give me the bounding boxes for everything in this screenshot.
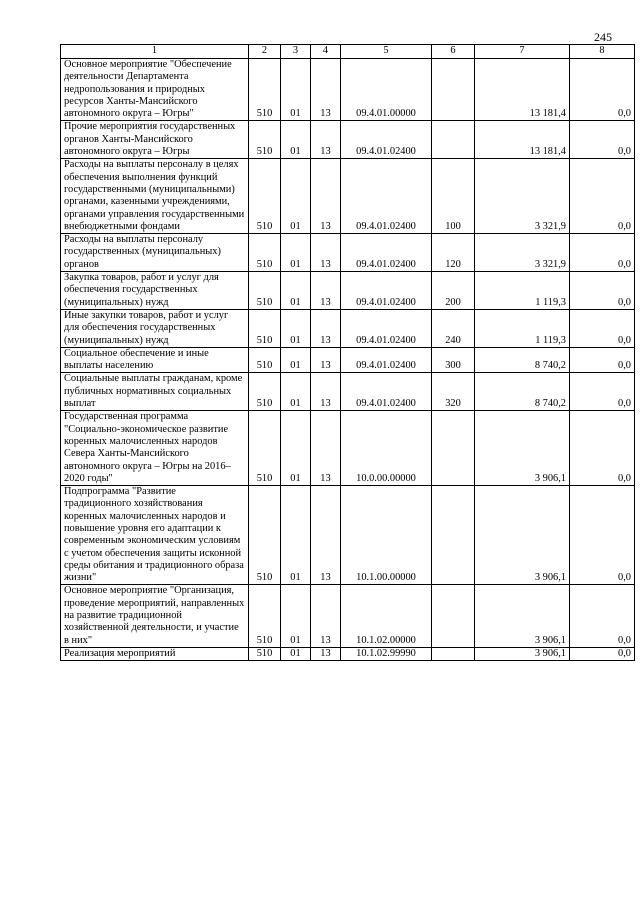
- cell-subsection-code: 13: [311, 121, 341, 159]
- cell-subsection-code: 13: [311, 159, 341, 234]
- table-row: [61, 234, 635, 272]
- cell-section-code: 01: [281, 121, 311, 159]
- cell-ministry-code: 510: [249, 585, 281, 647]
- cell-ministry-code: 510: [249, 272, 281, 310]
- cell-amount-subventions: 0,0: [570, 59, 635, 121]
- budget-table: [60, 44, 635, 661]
- cell-target-article: 09.4.01.02400: [341, 347, 432, 373]
- cell-name: Реализация мероприятий: [61, 647, 249, 660]
- cell-amount: 8 740,2: [475, 347, 570, 373]
- column-header: 6: [432, 45, 475, 59]
- cell-target-article: 10.1.02.00000: [341, 585, 432, 647]
- cell-amount: 3 321,9: [475, 234, 570, 272]
- cell-section-code: 01: [281, 234, 311, 272]
- cell-amount-subventions: 0,0: [570, 234, 635, 272]
- cell-name: Иные закупки товаров, работ и услуг для обеспечения государственных (муниципальных) нужд: [61, 309, 249, 347]
- cell-name: Социальное обеспечение и иные выплаты населению: [61, 347, 249, 373]
- cell-subsection-code: 13: [311, 309, 341, 347]
- cell-subsection-code: 13: [311, 647, 341, 660]
- cell-ministry-code: 510: [249, 373, 281, 411]
- cell-section-code: 01: [281, 309, 311, 347]
- cell-amount-subventions: 0,0: [570, 373, 635, 411]
- cell-section-code: 01: [281, 647, 311, 660]
- cell-amount: 13 181,4: [475, 59, 570, 121]
- cell-expense-type: [432, 486, 475, 585]
- cell-expense-type: [432, 411, 475, 486]
- cell-expense-type: 120: [432, 234, 475, 272]
- cell-amount: 3 906,1: [475, 411, 570, 486]
- column-header: 8: [570, 45, 635, 59]
- cell-amount-subventions: 0,0: [570, 411, 635, 486]
- cell-amount: 1 119,3: [475, 309, 570, 347]
- cell-section-code: 01: [281, 347, 311, 373]
- cell-amount: 8 740,2: [475, 373, 570, 411]
- column-header: 5: [341, 45, 432, 59]
- cell-section-code: 01: [281, 411, 311, 486]
- cell-name: Социальные выплаты гражданам, кроме публичных нормативных социальных выплат: [61, 373, 249, 411]
- cell-subsection-code: 13: [311, 59, 341, 121]
- column-header: 7: [475, 45, 570, 59]
- cell-amount: 13 181,4: [475, 121, 570, 159]
- cell-ministry-code: 510: [249, 159, 281, 234]
- cell-name: Подпрограмма "Развитие традиционного хозяйствования коренных малочисленных народов и повышение уровня его адаптации к современным экономическим условиям с учетом обеспечения защиты исконной среды обитания и традиционного образа жизни": [61, 486, 249, 585]
- page-number: 245: [594, 30, 612, 44]
- cell-amount: 1 119,3: [475, 272, 570, 310]
- cell-amount-subventions: 0,0: [570, 309, 635, 347]
- cell-ministry-code: 510: [249, 59, 281, 121]
- cell-ministry-code: 510: [249, 309, 281, 347]
- cell-target-article: 10.1.00.00000: [341, 486, 432, 585]
- cell-subsection-code: 13: [311, 234, 341, 272]
- cell-expense-type: [432, 59, 475, 121]
- column-header: 3: [281, 45, 311, 59]
- cell-target-article: 10.1.02.99990: [341, 647, 432, 660]
- cell-section-code: 01: [281, 585, 311, 647]
- cell-expense-type: [432, 121, 475, 159]
- table-row: [61, 159, 635, 234]
- table-row: [61, 59, 635, 121]
- cell-expense-type: [432, 647, 475, 660]
- cell-amount-subventions: 0,0: [570, 347, 635, 373]
- cell-section-code: 01: [281, 159, 311, 234]
- table-row: [61, 585, 635, 647]
- column-header: 1: [61, 45, 249, 59]
- cell-ministry-code: 510: [249, 647, 281, 660]
- cell-amount-subventions: 0,0: [570, 585, 635, 647]
- cell-expense-type: [432, 585, 475, 647]
- cell-name: Основное мероприятие "Обеспечение деятельности Департамента недропользования и природных ресурсов Ханты-Мансийского автономного округа – Югры": [61, 59, 249, 121]
- cell-target-article: 10.0.00.00000: [341, 411, 432, 486]
- cell-target-article: 09.4.01.02400: [341, 121, 432, 159]
- cell-name: Закупка товаров, работ и услуг для обеспечения государственных (муниципальных) нужд: [61, 272, 249, 310]
- table-row: [61, 309, 635, 347]
- cell-amount-subventions: 0,0: [570, 272, 635, 310]
- column-header: 2: [249, 45, 281, 59]
- cell-amount: 3 906,1: [475, 647, 570, 660]
- cell-section-code: 01: [281, 59, 311, 121]
- cell-ministry-code: 510: [249, 411, 281, 486]
- cell-expense-type: 200: [432, 272, 475, 310]
- cell-subsection-code: 13: [311, 272, 341, 310]
- cell-amount: 3 906,1: [475, 486, 570, 585]
- cell-amount-subventions: 0,0: [570, 121, 635, 159]
- cell-subsection-code: 13: [311, 411, 341, 486]
- cell-ministry-code: 510: [249, 121, 281, 159]
- table-row: [61, 486, 635, 585]
- cell-target-article: 09.4.01.02400: [341, 234, 432, 272]
- cell-ministry-code: 510: [249, 347, 281, 373]
- table-row: [61, 347, 635, 373]
- cell-amount-subventions: 0,0: [570, 159, 635, 234]
- table-row: [61, 647, 635, 660]
- column-header: 4: [311, 45, 341, 59]
- cell-target-article: 09.4.01.02400: [341, 309, 432, 347]
- cell-subsection-code: 13: [311, 585, 341, 647]
- cell-subsection-code: 13: [311, 486, 341, 585]
- cell-name: Основное мероприятие "Организация, проведение мероприятий, направленных на развитие традиционной хозяйственной деятельности, и участие в них": [61, 585, 249, 647]
- cell-amount: 3 906,1: [475, 585, 570, 647]
- cell-expense-type: 100: [432, 159, 475, 234]
- cell-subsection-code: 13: [311, 373, 341, 411]
- cell-subsection-code: 13: [311, 347, 341, 373]
- table-row: [61, 411, 635, 486]
- cell-ministry-code: 510: [249, 486, 281, 585]
- cell-name: Прочие мероприятия государственных органов Ханты-Мансийского автономного округа – Югры: [61, 121, 249, 159]
- cell-target-article: 09.4.01.00000: [341, 59, 432, 121]
- cell-amount-subventions: 0,0: [570, 486, 635, 585]
- cell-expense-type: 240: [432, 309, 475, 347]
- cell-target-article: 09.4.01.02400: [341, 272, 432, 310]
- table-row: [61, 272, 635, 310]
- cell-expense-type: 320: [432, 373, 475, 411]
- column-header-row: [61, 45, 635, 59]
- cell-section-code: 01: [281, 486, 311, 585]
- cell-name: Расходы на выплаты персоналу в целях обеспечения выполнения функций государственными (муниципальными) органами, казенными учреждениями, органами управления государственными внебюджетными фондами: [61, 159, 249, 234]
- table-row: [61, 121, 635, 159]
- cell-amount: 3 321,9: [475, 159, 570, 234]
- cell-target-article: 09.4.01.02400: [341, 373, 432, 411]
- cell-name: Государственная программа "Социально-экономическое развитие коренных малочисленных народов Севера Ханты-Мансийского автономного округа – Югры на 2016–2020 годы": [61, 411, 249, 486]
- cell-ministry-code: 510: [249, 234, 281, 272]
- cell-expense-type: 300: [432, 347, 475, 373]
- cell-name: Расходы на выплаты персоналу государственных (муниципальных) органов: [61, 234, 249, 272]
- table-row: [61, 373, 635, 411]
- table-body: [61, 45, 635, 661]
- cell-section-code: 01: [281, 272, 311, 310]
- cell-target-article: 09.4.01.02400: [341, 159, 432, 234]
- cell-amount-subventions: 0,0: [570, 647, 635, 660]
- cell-section-code: 01: [281, 373, 311, 411]
